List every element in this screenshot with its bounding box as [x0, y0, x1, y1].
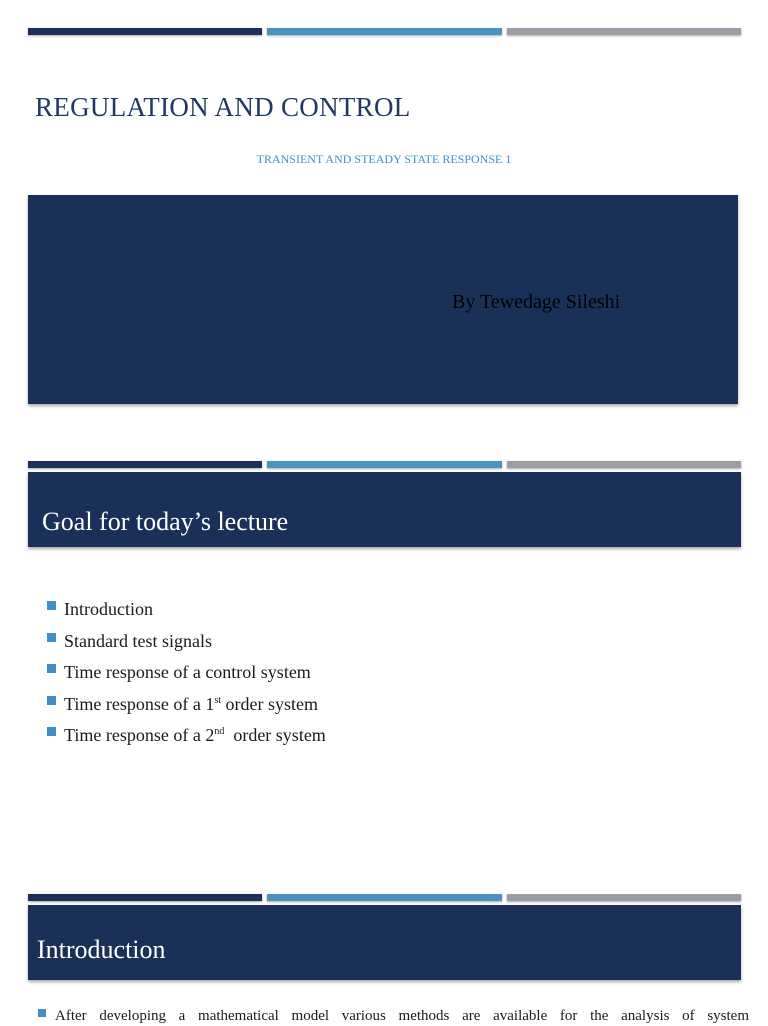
list-item: [47, 630, 326, 662]
accent-bar-gray: [507, 28, 741, 35]
bullet-square-icon: [47, 601, 56, 610]
ordinal-superscript: st: [214, 694, 221, 706]
list-item-text: Introduction: [64, 599, 153, 619]
accent-bar-blue: [267, 461, 501, 468]
bullet-square-icon: [47, 727, 56, 736]
list-item: [47, 724, 326, 756]
accent-bar-gray: [507, 461, 741, 468]
accent-bar-blue: [267, 894, 501, 901]
slide-subtitle: TRANSIENT AND STEADY STATE RESPONSE 1: [256, 152, 512, 166]
slide3-header-banner: [28, 905, 741, 980]
author-panel: [28, 195, 738, 404]
slide2-accent-bars: [28, 461, 741, 469]
goal-bullet-list: [47, 598, 326, 756]
ordinal-superscript: nd: [214, 726, 225, 738]
accent-bar-gray: [507, 894, 741, 901]
slide-title: REGULATION AND CONTROL: [35, 92, 411, 122]
slide3-heading: Introduction: [37, 935, 166, 964]
slide2-header-banner: [28, 472, 741, 547]
accent-bar-navy: [28, 28, 262, 35]
slide2-heading: Goal for today’s lecture: [42, 507, 289, 536]
list-item: [47, 693, 326, 725]
list-item-text: Time response of a 2: [64, 725, 215, 746]
list-item-text: Time response of a 1: [64, 693, 215, 714]
list-item-text: Time response of a control system: [64, 662, 311, 683]
bullet-square-icon: [38, 1009, 46, 1017]
accent-bar-navy: [28, 461, 262, 468]
intro-paragraph: [38, 1006, 749, 1026]
list-item-text-suffix: order system: [221, 693, 318, 714]
intro-paragraph-text: After developing a mathematical model various methods are available for the analysis of system: [55, 1008, 749, 1024]
bullet-square-icon: [47, 664, 56, 673]
list-item-text-suffix: order system: [224, 725, 326, 746]
bullet-square-icon: [47, 633, 56, 642]
list-item-text: Standard test signals: [64, 630, 212, 651]
bullet-square-icon: [47, 696, 56, 705]
list-item: [47, 661, 326, 693]
author-name: By Tewedage Sileshi: [452, 291, 621, 313]
accent-bar-blue: [267, 28, 501, 35]
list-item: [47, 598, 326, 630]
slide1-accent-bars: [28, 28, 741, 36]
accent-bar-navy: [28, 894, 262, 901]
slide3-accent-bars: [28, 894, 741, 902]
